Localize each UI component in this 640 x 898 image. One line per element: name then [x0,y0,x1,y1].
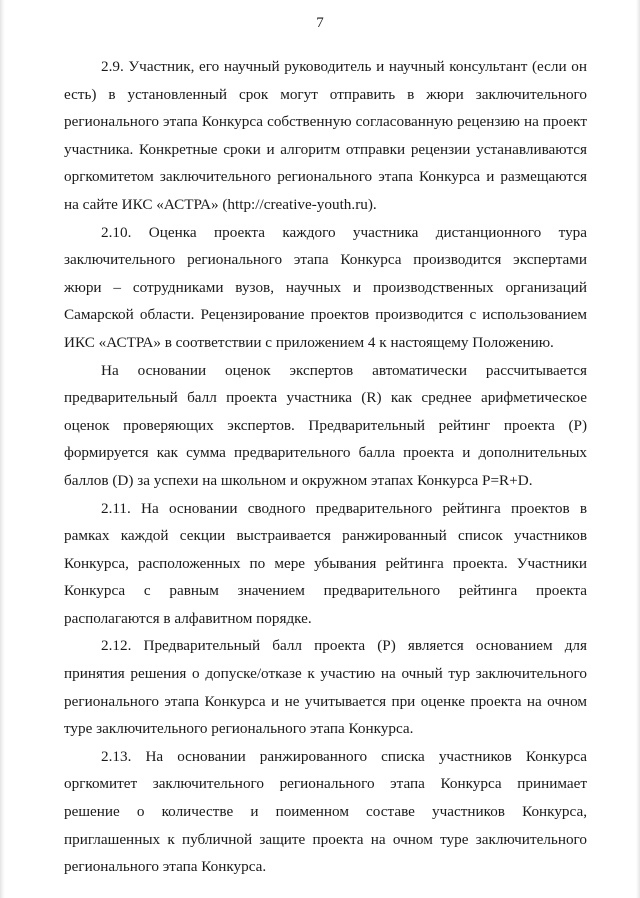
paragraph-2-11: 2.11. На основании сводного предварительного рейтинга проектов в рамках каждой секции выстраивается ранжированный список участников Конкурса, расположенных по мере убывания рейтинга проекта. Участники Конкурса с равным значением предварительного рейтинга проекта располагаются в алфавитном порядке. [64,499,587,627]
document-body [64,53,587,881]
paragraph-rating-formula: На основании оценок экспертов автоматически рассчитывается предварительный балл проекта участника (R) как среднее арифметическое оценок проверяющих экспертов. Предварительный рейтинг проекта (Р) формируется как сумма предварительного балла проекта и дополнительных баллов (D) за успехи на школьном и окружном этапах Конкурса P=R+D. [64,361,587,489]
scan-edge-right [636,0,640,898]
paragraph-2-13: 2.13. На основании ранжированного списка участников Конкурса оргкомитет заключительного регионального этапа Конкурса принимает решение о количестве и поименном составе участников Конкурса, приглашенных к публичной защите проекта на очном туре заключительного регионального этапа Конкурса. [64,747,587,876]
scan-edge-left [0,0,5,898]
page-number: 7 [316,15,324,31]
paragraph-2-10: 2.10. Оценка проекта каждого участника дистанционного тура заключительного регионального этапа Конкурса производится экспертами жюри – сотрудниками вузов, научных и производственных организаций Самарской области. Рецензирование проектов производится с использованием ИКС «АСТРА» в соответствии с приложением 4 к настоящему Положению. [64,223,587,351]
paragraph-2-9: 2.9. Участник, его научный руководитель и научный консультант (если он есть) в установленный срок могут отправить в жюри заключительного регионального этапа Конкурса собственную согласованную рецензию на проект участника. Конкретные сроки и алгоритм отправки рецензии устанавливаются оргкомитетом заключительного регионального этапа Конкурса и размещаются на сайте ИКС «АСТРА» (http://creative-youth.ru). [64,58,587,213]
paragraph-2-12: 2.12. Предварительный балл проекта (Р) является основанием для принятия решения о допуске/отказе к участию на очный тур заключительного регионального этапа Конкурса и не учитывается при оценке проекта на очном туре заключительного регионального этапа Конкурса. [64,637,587,738]
